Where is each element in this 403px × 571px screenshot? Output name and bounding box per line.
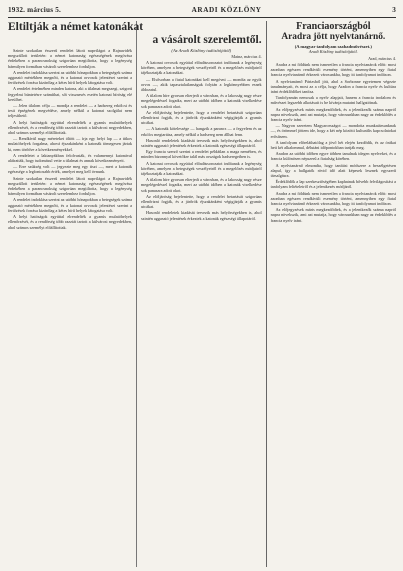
paragraph: Aradra a mi földünk nem ismeretlen a francia nyelvtanárok előtt: most azonban egészen rendkívüli esemény történt, amennyiben egy fiatal francia nyelvtanárnő érkezett városunkba, hogy itt tanfolyamot indítson. bbox=[270, 190, 396, 207]
dateline: Mainz, március 4. bbox=[231, 54, 262, 59]
paragraph: — Nagyon szeretem Magyarországot — mondotta munkatársunknak —, és örömmel jöttem ide, hogy a két nép közötti kulturális kapcsolatokat erősítsem. bbox=[270, 123, 396, 139]
paragraph: Hasonló rendeletek kiadását tervezik más helyőrségekben is, ahol szintén aggasztó jelentések érkeztek a katonák egészségi állapotáról. bbox=[141, 210, 262, 221]
right-subtitle: (A magyar tanfolyam szabadművészet.) bbox=[294, 44, 372, 49]
paragraph: A tanfolyam előreláthatólag a jövő hét elején kezdődik, és az órákat heti két alkalommal, délutáni időpontokban tartják meg. bbox=[270, 139, 396, 151]
paragraph: A katonai orvosok egyúttal előadássorozatot indítanak a legénység körében, amelyen a betegségek veszélyeiről és a megelőzés módjairól tájékoztatják a katonákat. bbox=[141, 160, 262, 177]
paragraph: — A katonák kötelessége — hangzik a parancs — a fegyelem és az erkölcs megtartása, amely nélkül a hadsereg nem állhat fenn. bbox=[141, 126, 262, 137]
header-rule bbox=[8, 17, 396, 18]
paragraph: Az elöljáróság bejelentette, hogy a rendelet betartását szigorúan ellenőrizni fogják, és a járőrök éjszakánként végigjárják a gyanús utcákat. bbox=[141, 193, 262, 210]
paragraph: A rendelet értelmében minden katona, aki a tilalmat megszegi, szigorú fegyelmi büntetésre számíthat, sőt visszaesés esetén katonai bíróság elé kerülhet. bbox=[8, 86, 132, 102]
paragraph: Aradon az utóbbi időben egyre többen tanulnak idegen nyelveket, és a francia különösen népszerű a fiatalság körében. bbox=[270, 151, 396, 162]
right-byline: Aradi Közlöny tudósítójától. bbox=[308, 49, 358, 54]
paragraph: Tanfolyamán nemcsak a nyelv alapjait, hanem a francia irodalom és művészet legszebb alkotásait is be kívánja mutatni hallgatóinak. bbox=[270, 95, 396, 106]
paragraph: Egy francia szerző szerint a rendelet példátlan a maga nemében, és minden bizonnyal követőkre talál más országok hadseregeiben is. bbox=[141, 149, 262, 160]
newspaper-name: ARADI KÖZLÖNY bbox=[191, 6, 262, 14]
column-3 bbox=[266, 21, 396, 567]
column-2 bbox=[141, 21, 262, 567]
paragraph: Az előjegyzések máris megkezdődtek, és a jelentkezők száma napról napra növekszik, ami azt mutatja, hogy városunkban nagy az érdeklődés a francia nyelv iránt. bbox=[270, 106, 396, 123]
paragraph: A rendeletet a laktanyákban felolvasták, és valamennyi katonával aláíratták, hogy tudomásul vette a tilalmat és annak következményeit. bbox=[8, 152, 132, 164]
page-header bbox=[8, 6, 396, 16]
main-article-col2 bbox=[141, 60, 262, 221]
issue-date: 1932. március 5. bbox=[8, 6, 61, 14]
paragraph: A tilalom híre gyorsan elterjedt a városban, és a lakosság nagy része megelégedéssel fogadta, mert az utóbbi időben a katonák viselkedése sok panaszra adott okot. bbox=[141, 177, 262, 193]
paragraph: Érdeklődők a lap szerkesztőségében kaphatnak bővebb felvilágosítást a tanfolyam feltételeiről és a jelentkezés módjáról. bbox=[270, 179, 396, 190]
paragraph: A nyelvtanárnő Párizsból jött, ahol a Sorbonne egyetemen végezte tanulmányait, és most az a célja, hogy Aradon a francia nyelv és kultúra iránt érdeklődőket tanítsa. bbox=[270, 78, 396, 95]
page-number: 3 bbox=[392, 6, 396, 14]
column-1 bbox=[8, 21, 144, 567]
main-article-col1 bbox=[8, 48, 132, 230]
paragraph: A helyi hatóságok egyúttal elrendelték a gyanús mulatóhelyek ellenőrzését, és a rendőrség több razziát tartott a külvárosi negyedekben, ahol számos személyt előállítottak. bbox=[8, 119, 132, 136]
right-headline-line1: Franciaországból bbox=[296, 21, 371, 32]
paragraph: A rendelet indoklása szerint az utóbbi hónapokban a betegségek száma aggasztó mértékben megnőtt, és a katonai orvosok jelentései szerint a fertőzések forrása kizárólag a kétes hírű helyek látogatása volt. bbox=[8, 69, 132, 86]
byline: (Az Aradi Közlöny tudósítójától) bbox=[171, 48, 232, 53]
paragraph: — Rendkívül nagy méreteket öltött — írja egy helyi lap — a titkos mulatóhelyek forgalma, ahová éjszakánként a katonák tömegesen jártak ki, nem törődve a következményekkel. bbox=[8, 136, 132, 152]
main-headline-line2: a vásárolt szerelemtől. bbox=[152, 34, 262, 46]
paragraph: A tilalom híre gyorsan elterjedt a városban, és a lakosság nagy része megelégedéssel fogadta, mert az utóbbi időben a katonák viselkedése sok panaszra adott okot. bbox=[141, 93, 262, 109]
column-divider bbox=[136, 21, 137, 567]
paragraph: Az elöljáróság bejelentette, hogy a rendelet betartását szigorúan ellenőrizni fogják, és a járőrök éjszakánként végigjárják a gyanús utcákat. bbox=[141, 109, 262, 126]
paragraph: Szinte szokatlan ésszerű rendelet látott napvilágot a Rajnavidék megszállott területén: a német katonaság egészségének megóvása érdekében a parancsnokság szigorúan megtiltotta, hogy a legénység bármilyen formában vásárolt szerelemhez forduljon. bbox=[8, 48, 132, 69]
paragraph: — Jelen tilalom célja — mondja a rendelet — a hadsereg erkölcsi és testi épségének megvédése, amely nélkül a katonai szolgálat nem teljesíthető. bbox=[8, 103, 132, 119]
paragraph: A nyelvtanárnő elmondta, hogy tanítási módszere a beszélgetésen alapul, így a hallgatók rövid idő alatt képesek lesznek egyszerű társalgásra. bbox=[270, 162, 396, 179]
paragraph: Szinte szokatlan ésszerű rendelet látott napvilágot a Rajnavidék megszállott területén: a német katonaság egészségének megóvása érdekében a parancsnokság szigorúan megtiltotta, hogy a legénység bármilyen formában vásárolt szerelemhez forduljon. bbox=[8, 175, 132, 197]
main-headline-line1: Eltiltják a német katonákat bbox=[8, 21, 144, 33]
paragraph: A katonai orvosok egyúttal előadássorozatot indítanak a legénység körében, amelyen a betegségek veszélyeiről és a megelőzés módjairól tájékoztatják a katonákat. bbox=[141, 60, 262, 76]
paragraph: Aradra a mi földünk nem ismeretlen a francia nyelvtanárok előtt: most azonban egészen rendkívüli esemény történt, amennyiben egy fiatal francia nyelvtanárnő érkezett városunkba, hogy itt tanfolyamot indítson. bbox=[270, 62, 396, 78]
columns bbox=[8, 21, 396, 567]
paragraph: — Elsősorban a fiatal katonákat kell megóvni — mondta az egyik orvos —, akik tapasztalatlanságuk folytán a legkönnyebben esnek áldozatul. bbox=[141, 76, 262, 93]
paragraph: A rendelet indoklása szerint az utóbbi hónapokban a betegségek száma aggasztó mértékben megnőtt, és a katonai orvosok jelentései szerint a fertőzések forrása kizárólag a kétes hírű helyek látogatása volt. bbox=[8, 197, 132, 213]
paragraph: — Erre szükség volt — jegyezte meg egy tiszt —, mert a katonák egészsége a legfontosabb érték, amelyet meg kell óvnunk. bbox=[8, 164, 132, 175]
paragraph: A helyi hatóságok egyúttal elrendelték a gyanús mulatóhelyek ellenőrzését, és a rendőrség több razziát tartott a külvárosi negyedekben, ahol számos személyt előállítottak. bbox=[8, 214, 132, 230]
right-headline-line2: Aradra jött nyelvtanárnő. bbox=[281, 32, 386, 42]
paragraph: Hasonló rendeletek kiadását tervezik más helyőrségekben is, ahol szintén aggasztó jelentések érkeztek a katonák egészségi állapotáról. bbox=[141, 137, 262, 149]
paragraph: Az előjegyzések máris megkezdődtek, és a jelentkezők száma napról napra növekszik, ami azt mutatja, hogy városunkban nagy az érdeklődés a francia nyelv iránt. bbox=[270, 207, 396, 223]
right-article-body bbox=[271, 62, 396, 223]
right-dateline: Arad, március 4. bbox=[368, 56, 396, 61]
